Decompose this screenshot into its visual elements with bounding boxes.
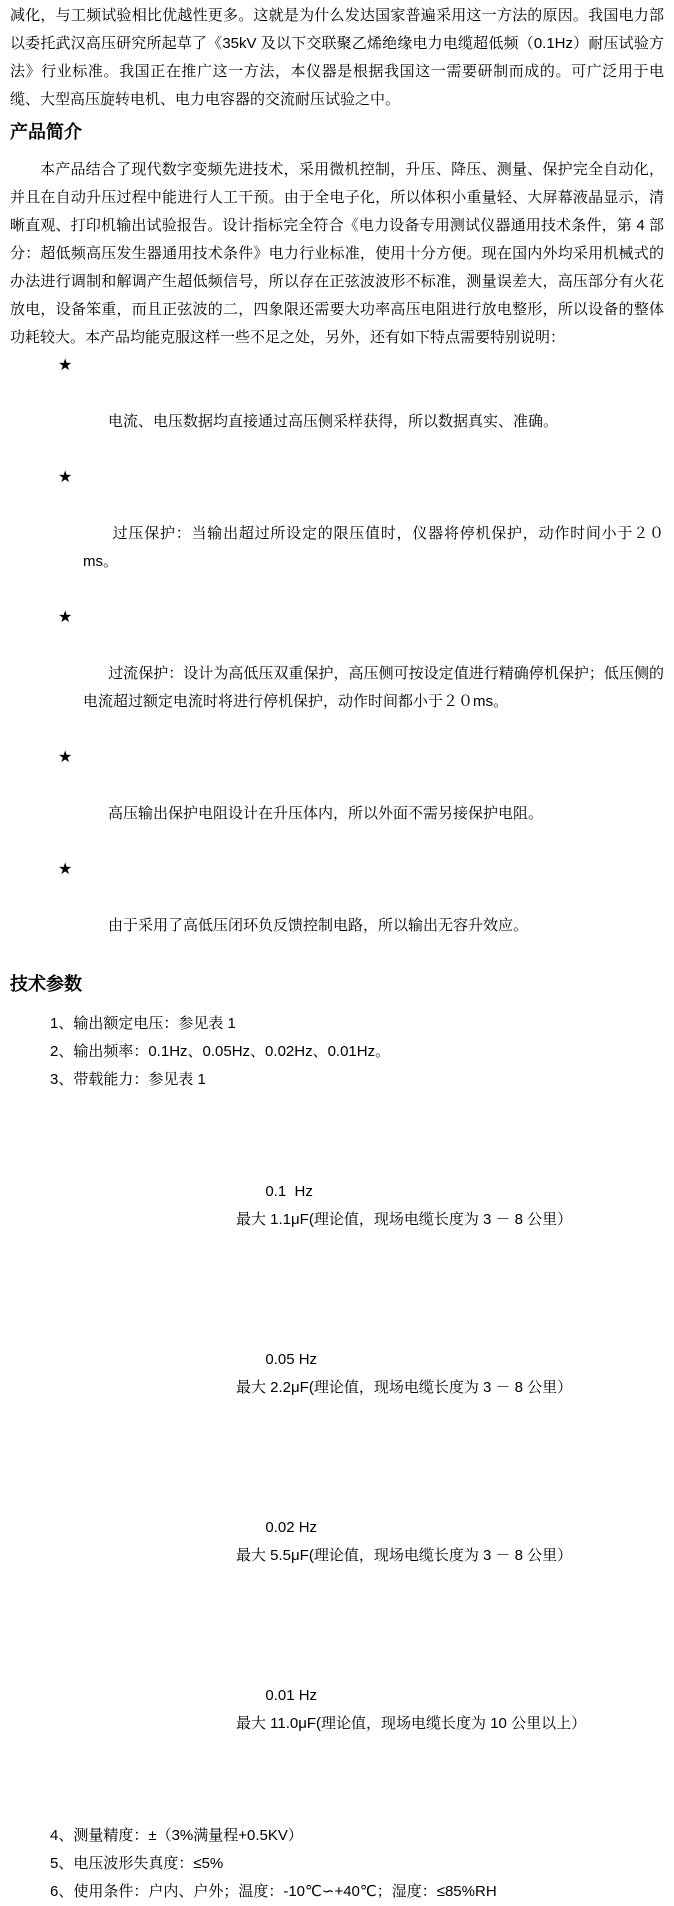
feature-text: 高压输出保护电阻设计在升压体内，所以外面不需另接保护电阻。 — [108, 805, 544, 822]
star-icon: ★ — [58, 469, 73, 486]
intro-continuation-paragraph: 减化，与工频试验相比优越性更多。这就是为什么发达国家普遍采用这一方法的原因。我国电力部以委托武汉高压研究所起草了《35kV 及以下交联聚乙烯绝缘电力电缆超低频（0.1Hz）耐压试验方法》行业标准。我国正在推广这一方法，本仪器是根据我国这一需要研制而成的。可广泛用于电缆、大型高压旋转电机、电力电容器的交流耐压试验之中。 — [10, 7, 664, 108]
feature-text: 过压保护：当输出超过所设定的限压值时，仪器将停机保护，动作时间小于２０ms。 — [83, 525, 664, 570]
star-icon: ★ — [58, 357, 73, 374]
feature-text: 电流、电压数据均直接通过高压侧采样获得，所以数据真实、准确。 — [108, 413, 559, 430]
load-capacity-row — [232, 1318, 664, 1430]
load-capacity-label: 3、带载能力：参见表 1 — [50, 1071, 206, 1088]
load-desc-cell: 最大 11.0μF(理论值，现场电缆长度为 10 公里以上） — [236, 1715, 587, 1732]
star-icon: ★ — [58, 861, 73, 878]
tech-params-list — [10, 1010, 664, 1906]
star-icon: ★ — [58, 749, 73, 766]
tech-param-operating-conditions: 6、使用条件：户内、户外；温度：-10℃∽+40℃；湿度：≤85%RH — [50, 1883, 497, 1900]
product-intro-paragraph: 本产品结合了现代数字变频先进技术，采用微机控制，升压、降压、测量、保护完全自动化，并且在自动升压过程中能进行人工干预。由于全电子化，所以体积小重量轻、大屏幕液晶显示，清晰直观、打印机输出试验报告。设计指标完全符合《电力设备专用测试仪器通用技术条件，第 4 部分：超低频高压发生器通用技术条件》电力行业标准，使用十分方便。现在国内外均采用机械式的办法进行调制和解调产生超低频信号，所以存在正弦波波形不标准，测量误差大，高压部分有火花放电，设备笨重，而且正弦波的二，四象限还需要大功率高压电阻进行放电整形，所以设备的整体功耗较大。本产品均能克服这样一些不足之处，另外，还有如下特点需要特别说明： — [10, 161, 664, 346]
load-frequency-cell: 0.01 Hz — [265, 1687, 318, 1704]
load-capacity-row — [232, 1150, 664, 1262]
product-intro-heading: 产品简介 — [10, 122, 82, 142]
tech-param-measurement-accuracy: 4、测量精度：±（3%满量程+0.5KV） — [50, 1827, 303, 1844]
load-desc-cell: 最大 5.5μF(理论值，现场电缆长度为 3 － 8 公里） — [236, 1547, 573, 1564]
load-desc-cell: 最大 2.2μF(理论值，现场电缆长度为 3 － 8 公里） — [236, 1379, 573, 1396]
load-frequency-cell: 0.1 Hz — [265, 1183, 313, 1200]
tech-param-load-capacity — [10, 1066, 664, 1822]
load-frequency-cell: 0.05 Hz — [265, 1351, 318, 1368]
feature-item — [10, 604, 664, 744]
tech-param-output-frequency: 2、输出频率：0.1Hz、0.05Hz、0.02Hz、0.01Hz。 — [50, 1043, 391, 1060]
load-capacity-row — [232, 1654, 664, 1766]
load-desc-cell: 最大 1.1μF(理论值，现场电缆长度为 3 － 8 公里） — [236, 1211, 573, 1228]
feature-item — [10, 856, 664, 968]
tech-param-waveform-distortion: 5、电压波形失真度：≤5% — [50, 1855, 224, 1872]
load-frequency-cell: 0.02 Hz — [265, 1519, 318, 1536]
feature-item — [10, 744, 664, 856]
star-icon: ★ — [58, 609, 73, 626]
feature-item — [10, 464, 664, 604]
load-capacity-row — [232, 1486, 664, 1598]
tech-param-rated-voltage: 1、输出额定电压：参见表 1 — [50, 1015, 236, 1032]
feature-text: 由于采用了高低压闭环负反馈控制电路，所以输出无容升效应。 — [108, 917, 529, 934]
tech-params-heading: 技术参数 — [10, 974, 82, 994]
feature-item — [10, 352, 664, 464]
feature-text: 过流保护：设计为高低压双重保护，高压侧可按设定值进行精确停机保护；低压侧的电流超过额定电流时将进行停机保护，动作时间都小于２０ms。 — [83, 665, 664, 710]
feature-list — [10, 352, 664, 968]
